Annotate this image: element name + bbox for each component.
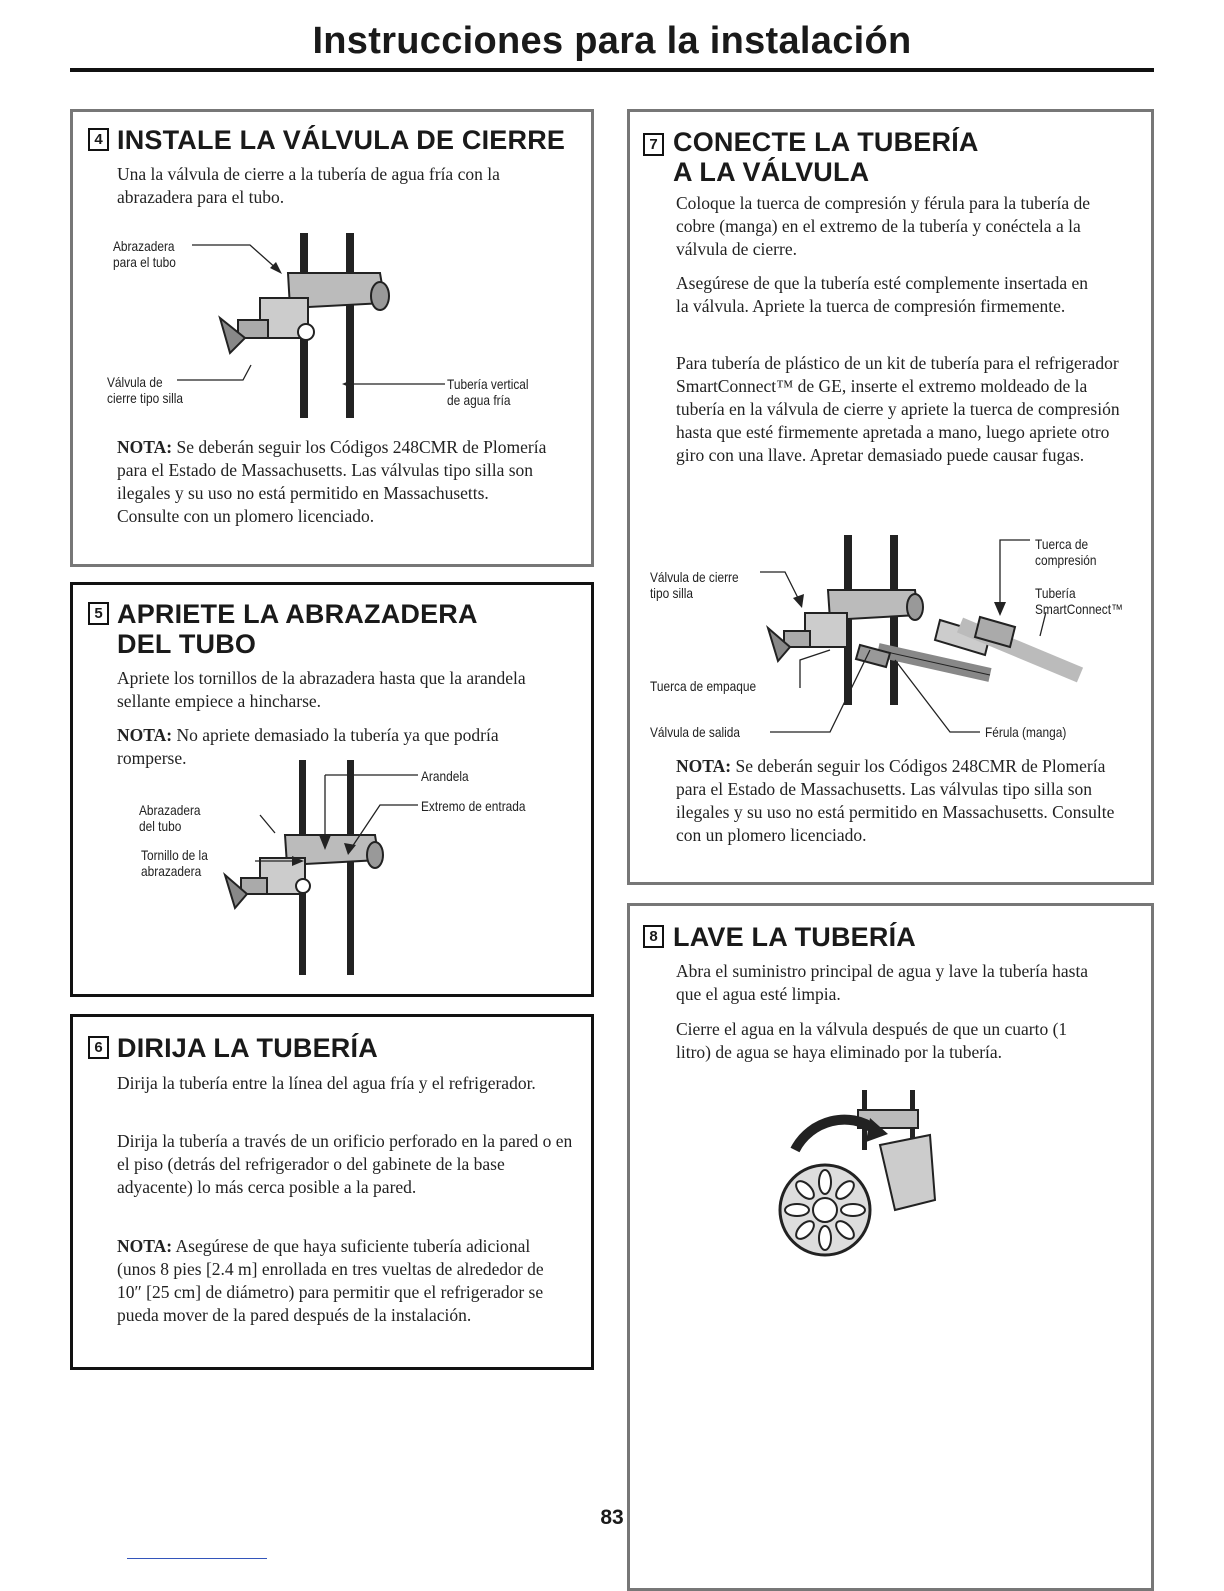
- step5-label-clamp: Abrazadera del tubo: [139, 802, 201, 834]
- step5-label-screw: Tornillo de la abrazadera: [141, 847, 208, 879]
- step7-label-outlet: Válvula de salida: [650, 724, 740, 740]
- step8-text1: Abra el suministro principal de agua y lave la tubería hasta que el agua esté limpia.: [676, 961, 1089, 1004]
- step4-note: NOTA: Se deberán seguir los Códigos 248CMR de Plomería para el Estado de Massachusetts. Las válvulas tipo silla son ilegales y su uso no está permitido en Massachusetts. Consulte con un plomero licenciado.: [117, 437, 547, 526]
- step7-label-ferrule: Férula (manga): [985, 724, 1067, 740]
- title-rule: [70, 68, 1154, 72]
- page-number: 83: [600, 1506, 624, 1529]
- step4-label-valve: Válvula de cierre tipo silla: [107, 374, 184, 406]
- step4-text: Una la válvula de cierre a la tubería de agua fría con la abrazadera para el tubo.: [117, 164, 500, 207]
- step6-text1: Dirija la tubería entre la línea del agua fría y el refrigerador.: [117, 1073, 536, 1093]
- step7-text1: Coloque la tuerca de compresión y férula para la tubería de cobre (manga) en el extremo de la tubería y conéctela a la válvula de cierre.: [676, 193, 1090, 259]
- step4-leader-valve: [175, 360, 265, 400]
- step7-label-tubing: Tubería SmartConnect™: [1035, 585, 1123, 617]
- step4-label-clamp: Abrazadera para el tubo: [113, 238, 176, 270]
- step6-heading: DIRIJA LA TUBERÍA: [117, 1033, 378, 1063]
- step8-text2: Cierre el agua en la válvula después de que un cuarto (1 litro) de agua se haya eliminado por la tubería.: [676, 1019, 1068, 1062]
- step5-text: Apriete los tornillos de la abrazadera hasta que la arandela sellante empiece a hincharse.: [117, 668, 526, 711]
- step5-label-washer: Arandela: [421, 768, 469, 784]
- step6-note: NOTA: Asegúrese de que haya suficiente tubería adicional (unos 8 pies [2.4 m] enrollada en tres vueltas de alrededor de 10″ [25 cm] de diámetro) para permitir que el refrigerador se pueda mover de la pared después de la instalación.: [117, 1236, 544, 1325]
- step6-number: 6: [88, 1036, 109, 1059]
- step5-label-inlet: Extremo de entrada: [421, 798, 526, 814]
- step8-heading: LAVE LA TUBERÍA: [673, 922, 916, 952]
- step4-heading: INSTALE LA VÁLVULA DE CIERRE: [117, 125, 566, 155]
- step8-number: 8: [643, 925, 664, 948]
- step7-label-valve: Válvula de cierre tipo silla: [650, 569, 739, 601]
- step8-faucet-diagram: [770, 1090, 960, 1280]
- step7-label-packing: Tuerca de empaque: [650, 678, 757, 694]
- page-title: Instrucciones para la instalación: [312, 20, 912, 62]
- step7-text3: Para tubería de plástico de un kit de tubería para el refrigerador SmartConnect™ de GE, inserte el extremo moldeado de la tubería en la válvula de cierre y apriete la tuerca de compresión hasta que esté firmemente apretada a mano, luego apriete otro giro con una llave. Apretar demasiado puede causar fugas.: [676, 353, 1120, 465]
- step7-note: NOTA: Se deberán seguir los Códigos 248CMR de Plomería para el Estado de Massachusetts. Las válvulas tipo silla son ilegales y su uso no está permitido en Massachusetts. Consulte con un plomero licenciado.: [676, 756, 1115, 845]
- step5-leaders: [200, 775, 430, 895]
- step5-note: NOTA: No apriete demasiado la tubería ya que podría romperse.: [117, 725, 499, 768]
- step7-label-nut: Tuerca de compresión: [1035, 536, 1097, 568]
- step4-leader-clamp: [190, 240, 290, 280]
- step7-heading: CONECTE LA TUBERÍA A LA VÁLVULA: [673, 127, 979, 187]
- step4-leader-pipe: [340, 378, 450, 390]
- step7-text2: Asegúrese de que la tubería esté complemente insertada en la válvula. Apriete la tuerca de compresión firmemente.: [676, 273, 1089, 316]
- step5-number: 5: [88, 602, 109, 625]
- step6-text2: Dirija la tubería a través de un orificio perforado en la pared o en el piso (detrás del refrigerador o del gabinete de la base adyacente) lo más cerca posible a la pared.: [117, 1131, 573, 1197]
- step7-number: 7: [643, 133, 664, 156]
- footer-line: [127, 1558, 267, 1559]
- step4-label-pipe: Tubería vertical de agua fría: [447, 376, 529, 408]
- step4-number: 4: [88, 128, 109, 151]
- step5-heading: APRIETE LA ABRAZADERA DEL TUBO: [117, 599, 478, 659]
